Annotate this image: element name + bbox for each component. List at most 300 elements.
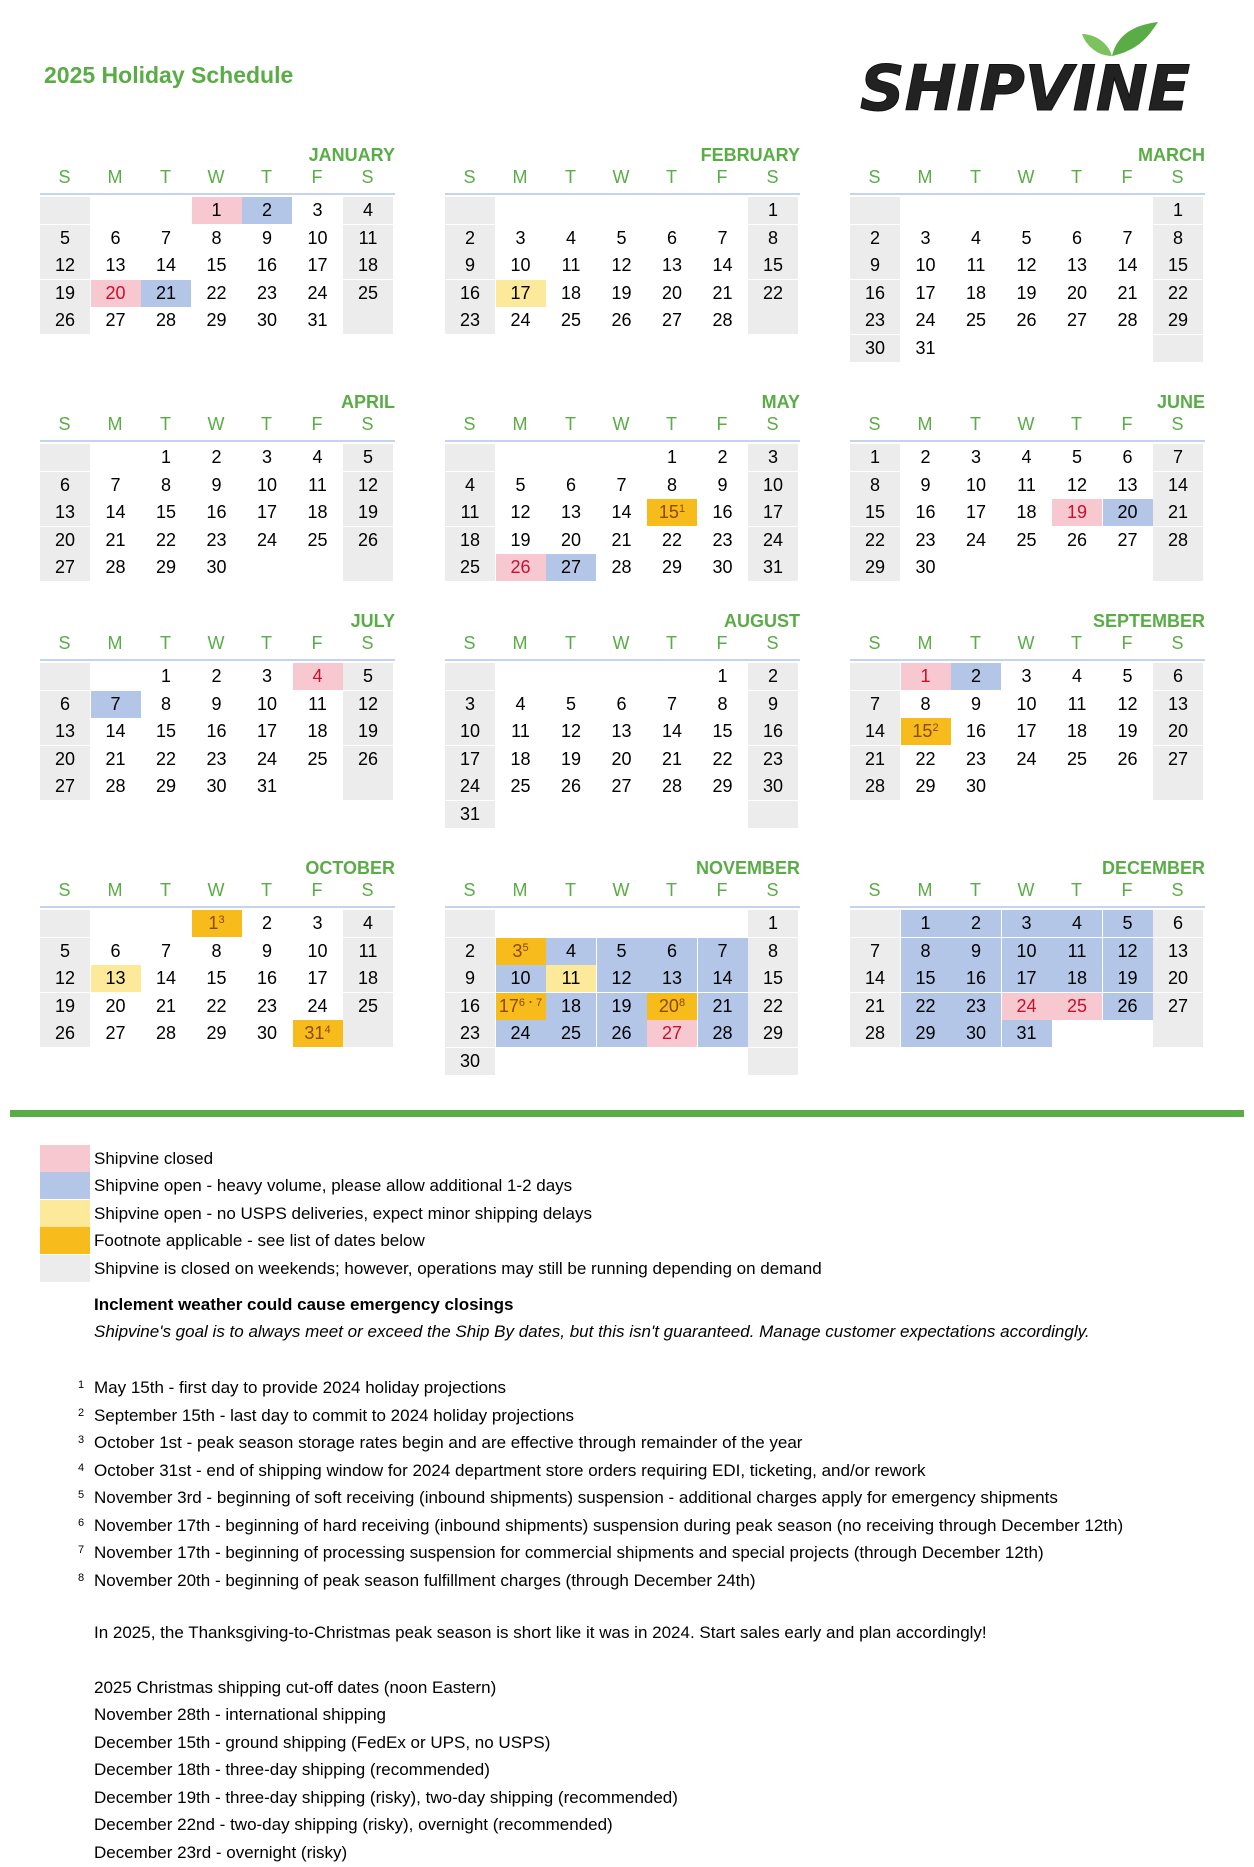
day-cell: 11 bbox=[561, 255, 581, 275]
footnote-number: 1 bbox=[78, 1379, 85, 1391]
day-cell: 25 bbox=[1066, 748, 1088, 769]
day-cell: 16 bbox=[256, 255, 278, 275]
day-cell: 9 bbox=[261, 227, 272, 248]
day-cell: 4 bbox=[546, 938, 596, 965]
weekday-label: T bbox=[1071, 880, 1082, 900]
day-cell: 20 bbox=[661, 282, 683, 303]
day-cell: 1 bbox=[850, 444, 900, 471]
day-cell: 7 bbox=[616, 474, 627, 495]
day-cell: 14 bbox=[611, 502, 632, 522]
day-cell: 21 bbox=[850, 993, 900, 1020]
day-cell: 11 bbox=[511, 721, 530, 741]
month-name: JUNE bbox=[1156, 392, 1205, 412]
day-cell: 18 bbox=[1052, 965, 1102, 992]
weekday-label: S bbox=[766, 414, 779, 434]
day-cell: 5 bbox=[1122, 666, 1133, 686]
day-cell: 28 bbox=[1153, 527, 1203, 554]
weekday-header bbox=[445, 880, 800, 908]
day-cell: 24 bbox=[1016, 748, 1037, 769]
day-cell: 25 bbox=[307, 529, 328, 550]
day-cell: 27 bbox=[1066, 310, 1088, 330]
day-cell: 25 bbox=[1016, 529, 1037, 550]
day-cell: 17 bbox=[307, 255, 328, 275]
day-cell: 17 bbox=[256, 721, 278, 741]
day-cell: 25 bbox=[546, 1020, 596, 1047]
day-cell: 6 bbox=[1071, 227, 1082, 248]
day-cell: 17 bbox=[307, 968, 328, 988]
month-october bbox=[40, 858, 395, 1088]
day-cell: 12 bbox=[343, 472, 393, 499]
day-cell: $17^{6・7}$ bbox=[496, 993, 546, 1020]
page-title: 2025 Holiday Schedule bbox=[44, 62, 294, 88]
weekday-label: S bbox=[766, 167, 779, 187]
day-cell: 30 bbox=[206, 776, 227, 796]
day-cell: 4 bbox=[343, 910, 393, 937]
day-cell: 6 bbox=[647, 938, 697, 965]
legend-label: Footnote applicable - see list of dates below bbox=[94, 1231, 425, 1251]
weekday-label: T bbox=[565, 414, 576, 434]
day-cell: 21 bbox=[850, 746, 900, 773]
day-cell: 19 bbox=[1103, 965, 1153, 992]
day-cell: 23 bbox=[915, 529, 936, 550]
weekday-label: W bbox=[207, 414, 225, 434]
day-cell: 14 bbox=[1153, 472, 1203, 499]
day-cell: 26 bbox=[496, 554, 546, 581]
weekday-label: M bbox=[512, 167, 528, 187]
day-cell: 6 bbox=[110, 940, 121, 961]
weekday-header bbox=[850, 167, 1205, 195]
day-cell: 18 bbox=[307, 721, 328, 741]
weekday-label: S bbox=[463, 167, 476, 187]
footnote-number: 6 bbox=[78, 1516, 85, 1529]
day-cell: 20 bbox=[40, 527, 90, 554]
day-cell: 1 bbox=[748, 197, 798, 224]
day-cell: 20 bbox=[611, 748, 632, 769]
day-cell: 5 bbox=[40, 938, 90, 965]
day-cell: 19 bbox=[510, 529, 531, 550]
day-cell: 21 bbox=[712, 282, 733, 303]
day-cell: 3 bbox=[748, 444, 798, 471]
weekday-label: T bbox=[1071, 414, 1082, 434]
footnote-text: November 17th - beginning of hard receiving (inbound shipments) suspension during peak season (no receiving through December 12th) bbox=[94, 1515, 1124, 1535]
day-cell: 5 bbox=[343, 444, 393, 471]
weekday-label: F bbox=[311, 633, 323, 653]
day-cell: 12 bbox=[1103, 938, 1153, 965]
weekday-header bbox=[445, 414, 800, 442]
day-cell: 16 bbox=[256, 968, 278, 988]
day-cell: 22 bbox=[850, 527, 900, 554]
day-cell: 8 bbox=[666, 474, 677, 495]
day-cell: 15 bbox=[748, 252, 798, 279]
weekday-label: F bbox=[1121, 880, 1133, 900]
day-cell: 14 bbox=[155, 255, 177, 275]
day-cell: 29 bbox=[901, 1020, 951, 1047]
day-cell: 29 bbox=[206, 1023, 227, 1043]
day-cell: 21 bbox=[611, 529, 632, 550]
day-cell: 16 bbox=[951, 965, 1001, 992]
day-cell: 15 bbox=[155, 502, 177, 522]
day-cell: 18 bbox=[965, 282, 987, 303]
day-cell: 2 bbox=[445, 225, 495, 252]
day-cell: 4 bbox=[312, 447, 323, 467]
month-november bbox=[445, 858, 800, 1088]
day-cell: 11 bbox=[1052, 938, 1102, 965]
blank-weekend-cell bbox=[850, 663, 900, 690]
legend-label: Shipvine open - heavy volume, please allow additional 1-2 days bbox=[94, 1176, 573, 1196]
day-cell: 21 bbox=[1117, 282, 1138, 303]
day-cell: 30 bbox=[951, 1020, 1001, 1047]
day-cell: 31 bbox=[1002, 1020, 1052, 1047]
weekday-label: S bbox=[58, 167, 71, 187]
day-cell: 2 bbox=[445, 938, 495, 965]
day-cell: 25 bbox=[510, 776, 531, 796]
day-cell: 25 bbox=[1052, 993, 1102, 1020]
day-cell: 22 bbox=[155, 748, 177, 769]
day-cell: 26 bbox=[40, 1020, 90, 1047]
weekday-label: T bbox=[565, 880, 576, 900]
day-cell: 30 bbox=[915, 557, 936, 577]
day-cell: 24 bbox=[965, 529, 987, 550]
day-cell: 7 bbox=[850, 938, 900, 965]
day-cell: 24 bbox=[307, 282, 328, 303]
day-cell: 24 bbox=[307, 995, 328, 1016]
month-august bbox=[445, 611, 800, 841]
day-cell: 9 bbox=[850, 252, 900, 279]
day-cell: 14 bbox=[698, 965, 748, 992]
blank-weekend-cell bbox=[445, 444, 495, 471]
divider bbox=[10, 1110, 1244, 1117]
day-cell: 24 bbox=[256, 529, 278, 550]
weekday-label: T bbox=[160, 414, 171, 434]
day-cell: 18 bbox=[1016, 502, 1037, 522]
day-cell: 13 bbox=[1153, 691, 1203, 718]
weekday-label: S bbox=[58, 633, 71, 653]
day-cell: 21 bbox=[155, 995, 177, 1016]
day-cell: 10 bbox=[307, 940, 328, 961]
day-cell: 27 bbox=[1153, 993, 1203, 1020]
weekday-header bbox=[850, 633, 1205, 661]
day-cell: 6 bbox=[40, 472, 90, 499]
weekday-label: S bbox=[868, 414, 881, 434]
day-cell: 10 bbox=[256, 693, 278, 714]
footnote-text: November 3rd - beginning of soft receiving (inbound shipments) suspension - additional charges apply for emergency shipments bbox=[94, 1488, 1058, 1507]
weekday-label: W bbox=[612, 633, 630, 653]
day-cell: 7 bbox=[717, 227, 728, 248]
day-cell: 12 bbox=[597, 965, 647, 992]
weekday-label: M bbox=[107, 414, 123, 434]
weekday-label: F bbox=[716, 880, 728, 900]
footnote-text: May 15th - first day to provide 2024 holiday projections bbox=[94, 1378, 507, 1397]
day-cell: 22 bbox=[901, 993, 951, 1020]
day-cell: 16 bbox=[712, 502, 733, 522]
blank-weekend-cell bbox=[1153, 1020, 1203, 1047]
day-cell: 26 bbox=[611, 310, 632, 330]
day-cell: 14 bbox=[661, 721, 683, 741]
day-cell: 16 bbox=[915, 502, 936, 522]
day-cell: 23 bbox=[206, 529, 227, 550]
day-cell: 24 bbox=[748, 527, 798, 554]
month-name: APRIL bbox=[341, 392, 395, 412]
weekday-label: S bbox=[361, 880, 374, 900]
day-cell: 17 bbox=[1016, 721, 1037, 741]
weekday-label: S bbox=[868, 633, 881, 653]
day-cell: 27 bbox=[1117, 529, 1138, 550]
weekday-label: F bbox=[716, 633, 728, 653]
day-cell: 3 bbox=[1021, 666, 1032, 686]
day-cell: 20 bbox=[1153, 718, 1203, 745]
day-cell: 1 bbox=[901, 910, 951, 937]
day-cell: 15 bbox=[850, 499, 900, 526]
footnote-text: November 20th - beginning of peak season fulfillment charges (through December 24th) bbox=[94, 1570, 756, 1590]
day-cell: 27 bbox=[1153, 746, 1203, 773]
day-cell: 25 bbox=[343, 280, 393, 307]
weekday-label: W bbox=[612, 414, 630, 434]
day-cell: 15 bbox=[1153, 252, 1203, 279]
day-cell: 25 bbox=[965, 310, 987, 330]
blank-weekend-cell bbox=[445, 663, 495, 690]
day-cell: 26 bbox=[1016, 310, 1037, 330]
day-cell: 8 bbox=[211, 227, 222, 248]
day-cell: 25 bbox=[445, 554, 495, 581]
footnote-number: 7 bbox=[78, 1544, 85, 1556]
footnote-item bbox=[78, 1400, 574, 1429]
day-cell: 6 bbox=[666, 227, 677, 248]
weekday-label: S bbox=[463, 633, 476, 653]
blank-weekend-cell bbox=[850, 910, 900, 937]
day-cell: 1 bbox=[666, 447, 677, 467]
day-cell: 2 bbox=[717, 447, 728, 467]
day-cell: 5 bbox=[565, 693, 576, 714]
month-september bbox=[850, 611, 1205, 841]
day-cell: 24 bbox=[1002, 993, 1052, 1020]
day-cell: 12 bbox=[40, 965, 90, 992]
day-cell: 19 bbox=[1052, 499, 1102, 526]
weekday-label: W bbox=[207, 880, 225, 900]
day-cell: 9 bbox=[951, 938, 1001, 965]
day-cell: 28 bbox=[712, 310, 733, 330]
day-cell: 23 bbox=[256, 282, 278, 303]
cutoff-title: 2025 Christmas shipping cut-off dates (noon Eastern) bbox=[94, 1678, 497, 1697]
weekday-label: M bbox=[917, 880, 933, 900]
month-january bbox=[40, 145, 395, 375]
footnote-item bbox=[78, 1565, 755, 1594]
day-cell: 13 bbox=[40, 499, 90, 526]
day-cell: 9 bbox=[445, 965, 495, 992]
day-cell: 2 bbox=[748, 663, 798, 690]
day-cell: 15 bbox=[712, 721, 733, 741]
day-cell: 22 bbox=[748, 280, 798, 307]
weekday-label: T bbox=[666, 414, 677, 434]
blank-weekend-cell bbox=[748, 1048, 798, 1075]
day-cell: 31 bbox=[445, 801, 495, 828]
weekday-label: T bbox=[565, 167, 576, 187]
day-cell: $15^1$ bbox=[647, 499, 697, 526]
blank-weekend-cell bbox=[343, 773, 393, 800]
day-cell: 29 bbox=[748, 1020, 798, 1047]
day-cell: 7 bbox=[1153, 444, 1203, 471]
weekday-label: T bbox=[565, 633, 576, 653]
blank-weekend-cell bbox=[1153, 335, 1203, 362]
day-cell: 13 bbox=[611, 721, 632, 741]
day-cell: 12 bbox=[40, 252, 90, 279]
weekday-label: T bbox=[970, 633, 981, 653]
day-cell: 17 bbox=[256, 502, 278, 522]
day-cell: 18 bbox=[445, 527, 495, 554]
weekday-label: F bbox=[311, 167, 323, 187]
day-cell: 17 bbox=[748, 499, 798, 526]
legend-swatch bbox=[40, 1255, 90, 1282]
day-cell: 12 bbox=[560, 721, 582, 741]
day-cell: 8 bbox=[717, 693, 728, 714]
day-cell: 13 bbox=[1066, 255, 1088, 275]
day-cell: 30 bbox=[850, 335, 900, 362]
day-cell: 14 bbox=[1117, 255, 1138, 275]
day-cell: 9 bbox=[920, 474, 931, 495]
weekday-header bbox=[850, 880, 1205, 908]
footnote-number: 4 bbox=[78, 1461, 85, 1474]
day-cell: 4 bbox=[343, 197, 393, 224]
day-cell: 28 bbox=[661, 776, 683, 796]
day-cell: 1 bbox=[192, 197, 242, 224]
day-cell: 26 bbox=[597, 1020, 647, 1047]
weekday-label: W bbox=[612, 880, 630, 900]
day-cell: 10 bbox=[445, 718, 495, 745]
day-cell: 15 bbox=[206, 255, 227, 275]
day-cell: 12 bbox=[1117, 693, 1138, 714]
day-cell: 2 bbox=[211, 666, 222, 686]
weekday-label: W bbox=[1017, 633, 1035, 653]
day-cell: 1 bbox=[1153, 197, 1203, 224]
day-cell: 27 bbox=[546, 554, 596, 581]
day-cell: 1 bbox=[160, 447, 171, 467]
weekday-label: F bbox=[1121, 167, 1133, 187]
day-cell: 12 bbox=[1016, 255, 1037, 275]
legend-swatch bbox=[40, 1227, 90, 1254]
day-cell: 13 bbox=[91, 965, 141, 992]
weekday-label: S bbox=[361, 633, 374, 653]
shipvine-logo bbox=[850, 20, 1200, 120]
day-cell: 10 bbox=[307, 227, 328, 248]
weekday-label: T bbox=[970, 880, 981, 900]
weekday-label: W bbox=[1017, 414, 1035, 434]
month-name: AUGUST bbox=[724, 611, 800, 631]
cutoff-item: December 19th - three-day shipping (risky), two-day shipping (recommended) bbox=[94, 1787, 678, 1807]
day-cell: 26 bbox=[343, 527, 393, 554]
day-cell: 7 bbox=[698, 938, 748, 965]
day-cell: 17 bbox=[965, 502, 987, 522]
day-cell: 4 bbox=[1052, 910, 1102, 937]
day-cell: 19 bbox=[40, 280, 90, 307]
day-cell: 3 bbox=[312, 200, 323, 220]
day-cell: 17 bbox=[915, 282, 936, 303]
weekday-label: F bbox=[311, 414, 323, 434]
day-cell: 29 bbox=[850, 554, 900, 581]
day-cell: 11 bbox=[308, 474, 327, 495]
day-cell: 30 bbox=[206, 557, 227, 577]
weekday-label: F bbox=[311, 880, 323, 900]
month-july bbox=[40, 611, 395, 841]
day-cell: 14 bbox=[850, 965, 900, 992]
day-cell: 21 bbox=[698, 993, 748, 1020]
day-cell: 11 bbox=[343, 938, 393, 965]
day-cell: 8 bbox=[160, 474, 171, 495]
weekday-label: S bbox=[361, 414, 374, 434]
month-name: JULY bbox=[350, 611, 395, 631]
day-cell: 18 bbox=[343, 965, 393, 992]
day-cell: 5 bbox=[1071, 447, 1082, 467]
day-cell: 3 bbox=[312, 913, 323, 933]
day-cell: 28 bbox=[611, 557, 632, 577]
month-name: MARCH bbox=[1138, 145, 1205, 165]
day-cell: 29 bbox=[661, 557, 683, 577]
day-cell: 9 bbox=[211, 693, 222, 714]
day-cell: 20 bbox=[1153, 965, 1203, 992]
day-cell: 20 bbox=[105, 995, 126, 1016]
day-cell: 6 bbox=[1153, 910, 1203, 937]
day-cell: 8 bbox=[748, 225, 798, 252]
day-cell: 31 bbox=[748, 554, 798, 581]
cutoff-item: December 15th - ground shipping (FedEx or UPS, no USPS) bbox=[94, 1732, 551, 1752]
day-cell: 14 bbox=[105, 502, 126, 522]
day-cell: 12 bbox=[1066, 474, 1088, 495]
day-cell: 1 bbox=[717, 666, 728, 686]
day-cell: 3 bbox=[970, 447, 981, 467]
weekday-label: M bbox=[512, 414, 528, 434]
day-cell: 12 bbox=[343, 691, 393, 718]
footnote-number: 8 bbox=[78, 1571, 85, 1584]
weekday-label: S bbox=[766, 633, 779, 653]
day-cell: 10 bbox=[1002, 938, 1052, 965]
day-cell: 5 bbox=[616, 227, 627, 248]
weekday-label: S bbox=[766, 880, 779, 900]
day-cell: 30 bbox=[445, 1048, 495, 1075]
day-cell: 3 bbox=[1002, 910, 1052, 937]
weekday-label: S bbox=[1171, 167, 1184, 187]
day-cell: 23 bbox=[206, 748, 227, 769]
day-cell: 7 bbox=[1122, 227, 1133, 248]
day-cell: 30 bbox=[748, 773, 798, 800]
day-cell: 28 bbox=[105, 776, 126, 796]
day-cell: 8 bbox=[920, 693, 931, 714]
day-cell: $20^8$ bbox=[647, 993, 697, 1020]
day-cell: 24 bbox=[496, 1020, 546, 1047]
footnote-text: November 17th - beginning of processing suspension for commercial shipments and special projects (through December 12th) bbox=[94, 1543, 1044, 1562]
weekday-label: S bbox=[1171, 633, 1184, 653]
day-cell: 11 bbox=[445, 499, 495, 526]
day-cell: 3 bbox=[920, 227, 931, 248]
goal-note: Shipvine's goal is to always meet or exceed the Ship By dates, but this isn't guaranteed. Manage customer expectations accordingly. bbox=[94, 1322, 1090, 1341]
day-cell: 7 bbox=[160, 940, 171, 961]
day-cell: 18 bbox=[1066, 721, 1088, 741]
day-cell: 15 bbox=[901, 965, 951, 992]
day-cell: 22 bbox=[748, 993, 798, 1020]
day-cell: 7 bbox=[666, 693, 677, 714]
day-cell: 19 bbox=[343, 718, 393, 745]
day-cell: 28 bbox=[155, 1023, 177, 1043]
weekday-label: T bbox=[160, 880, 171, 900]
day-cell: 8 bbox=[901, 938, 951, 965]
blank-weekend-cell bbox=[40, 197, 90, 224]
day-cell: 26 bbox=[1103, 993, 1153, 1020]
weekday-header bbox=[850, 414, 1205, 442]
day-cell: 11 bbox=[308, 693, 327, 714]
day-cell: 6 bbox=[40, 691, 90, 718]
weekday-header bbox=[40, 167, 395, 195]
day-cell: 2 bbox=[261, 913, 272, 933]
day-cell: 23 bbox=[748, 746, 798, 773]
day-cell: 27 bbox=[40, 773, 90, 800]
weekday-label: T bbox=[261, 414, 272, 434]
